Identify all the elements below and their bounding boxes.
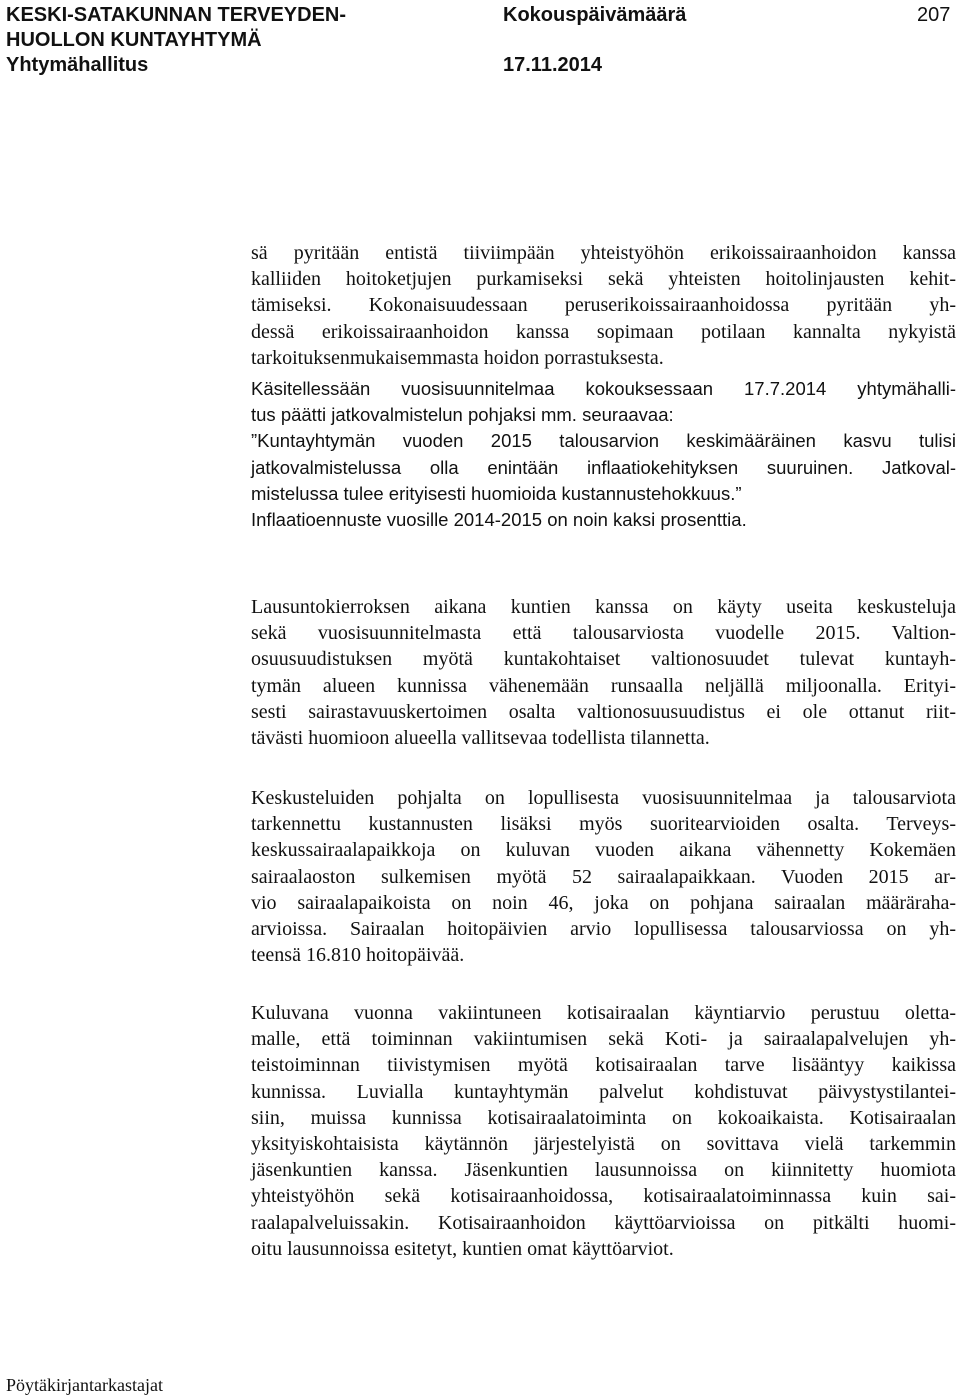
- page-number: 207: [917, 4, 951, 26]
- paragraph-annual-plan-decision: [251, 376, 956, 533]
- text-line: dessä erikoissairaanhoidon kanssa sopimaan potilaan kannalta nykyistä: [251, 320, 956, 343]
- text-line: tymän alueen kunnissa vähenemään runsaalla neljällä miljoonalla. Erityi-: [251, 674, 956, 697]
- text-line: Inflaatioennuste vuosille 2014-2015 on noin kaksi prosenttia.: [251, 509, 747, 531]
- text-line: oitu lausunnoissa esitetyt, kuntien omat käyttöarviot.: [251, 1237, 674, 1260]
- text-line: keskussairaalapaikkoja on kuluvan vuoden aikana vähennetty Kokemäen: [251, 839, 956, 862]
- text-line: tarkoituksenmukaisemmasta hoidon porrastuksesta.: [251, 346, 664, 369]
- paragraph-consultation-round: [251, 594, 956, 751]
- meeting-date: 17.11.2014: [503, 54, 602, 76]
- text-line: Keskusteluiden pohjalta on lopullisesta vuosisuunnitelmaa ja talousarviota: [251, 787, 956, 809]
- organization-name-line2: HUOLLON KUNTAYHTYMÄ: [6, 29, 262, 51]
- text-line: osuusuudistuksen myötä kuntakohtaiset valtionosuudet tulevat kuntayh-: [251, 648, 956, 671]
- text-line: kalliiden hoitoketjujen purkamiseksi sekä yhteisten hoitolinjausten kehit-: [251, 268, 956, 291]
- text-line: teensä 16.810 hoitopäivää.: [251, 944, 465, 967]
- text-line: arvioissa. Sairaalan hoitopäivien arvio lopullisessa talousarviossa on yh-: [251, 918, 956, 941]
- text-line: teistoiminnan tiivistymisen myötä kotisairaalan tarve lisääntyy kaikissa: [251, 1054, 956, 1077]
- text-line: sairaalaoston sulkemisen myötä 52 sairaalapaikkaan. Vuoden 2015 ar-: [251, 865, 956, 888]
- text-line: Käsitellessään vuosisuunnitelmaa kokouksessaan 17.7.2014 yhtymähalli-: [251, 378, 956, 399]
- paragraph-home-hospital: [251, 1000, 956, 1262]
- text-line: vio sairaalapaikoista on noin 46, joka on pohjana sairaalan määräraha-: [251, 891, 956, 914]
- text-line: Kuluvana vuonna vakiintuneen kotisairaalan käyntiarvio perustuu oletta-: [251, 1002, 956, 1024]
- text-line: ”Kuntayhtymän vuoden 2015 talousarvion keskimääräinen kasvu tulisi: [251, 430, 956, 452]
- paragraph-hospital-beds: [251, 785, 956, 968]
- text-line: mistelussa tulee erityisesti huomioida kustannustehokkuus.”: [251, 482, 742, 504]
- meeting-date-label: Kokouspäivämäärä: [503, 4, 687, 26]
- governing-body: Yhtymähallitus: [6, 54, 149, 76]
- text-line: sesti sairastavuuskertoimen osalta valtionosuusuudistus ei ole ottanut riit-: [251, 700, 956, 723]
- text-line: tävästi huomioon alueella vallitsevaa todellista tilannetta.: [251, 727, 710, 750]
- paragraph-cooperation: [251, 240, 956, 371]
- organization-name-line1: KESKI-SATAKUNNAN TERVEYDEN-: [6, 4, 347, 26]
- text-line: yksityiskohtaisista käytännön järjestelyistä on sovittava vielä tarkemmin: [251, 1133, 956, 1156]
- text-line: raalapalveluissakin. Kotisairaanhoidon käyttöarvioissa on pitkälti huomi-: [251, 1211, 956, 1234]
- minutes-checkers-label: Pöytäkirjantarkastajat: [6, 1375, 163, 1395]
- text-line: tarkennettu kustannusten lisäksi myös suoritearvioiden osalta. Terveys-: [251, 813, 956, 836]
- text-line: yhteistyöhön sekä kotisairaanhoidossa, kotisairaalatoiminnassa kuin sai-: [251, 1185, 956, 1208]
- text-line: jäsenkuntien kanssa. Jäsenkuntien lausunnoissa on kiinnitetty huomiota: [251, 1159, 956, 1182]
- text-line: Lausuntokierroksen aikana kuntien kanssa on käyty useita keskusteluja: [251, 596, 956, 618]
- text-line: kunnissa. Luvialla kuntayhtymän palvelut kohdistuvat päivystystilantei-: [251, 1080, 956, 1103]
- text-line: sekä vuosisuunnitelmasta että talousarviosta vuodelle 2015. Valtion-: [251, 622, 956, 645]
- text-line: tämiseksi. Kokonaisuudessaan peruserikoissairaanhoidossa pyritään yh-: [251, 294, 956, 317]
- text-line: sä pyritään entistä tiiviimpään yhteistyöhön erikoissairaanhoidon kanssa: [251, 242, 956, 264]
- text-line: siin, muissa kunnissa kotisairaalatoiminta on kokoaikaista. Kotisairaalan: [251, 1106, 956, 1129]
- text-line: malle, että toiminnan vakiintumisen sekä Koti- ja sairaalapalvelujen yh-: [251, 1028, 956, 1051]
- text-line: tus päätti jatkovalmistelun pohjaksi mm. seuraavaa:: [251, 404, 674, 426]
- text-line: jatkovalmistelussa olla enintään inflaatiokehityksen suuruinen. Jatkoval-: [251, 456, 956, 478]
